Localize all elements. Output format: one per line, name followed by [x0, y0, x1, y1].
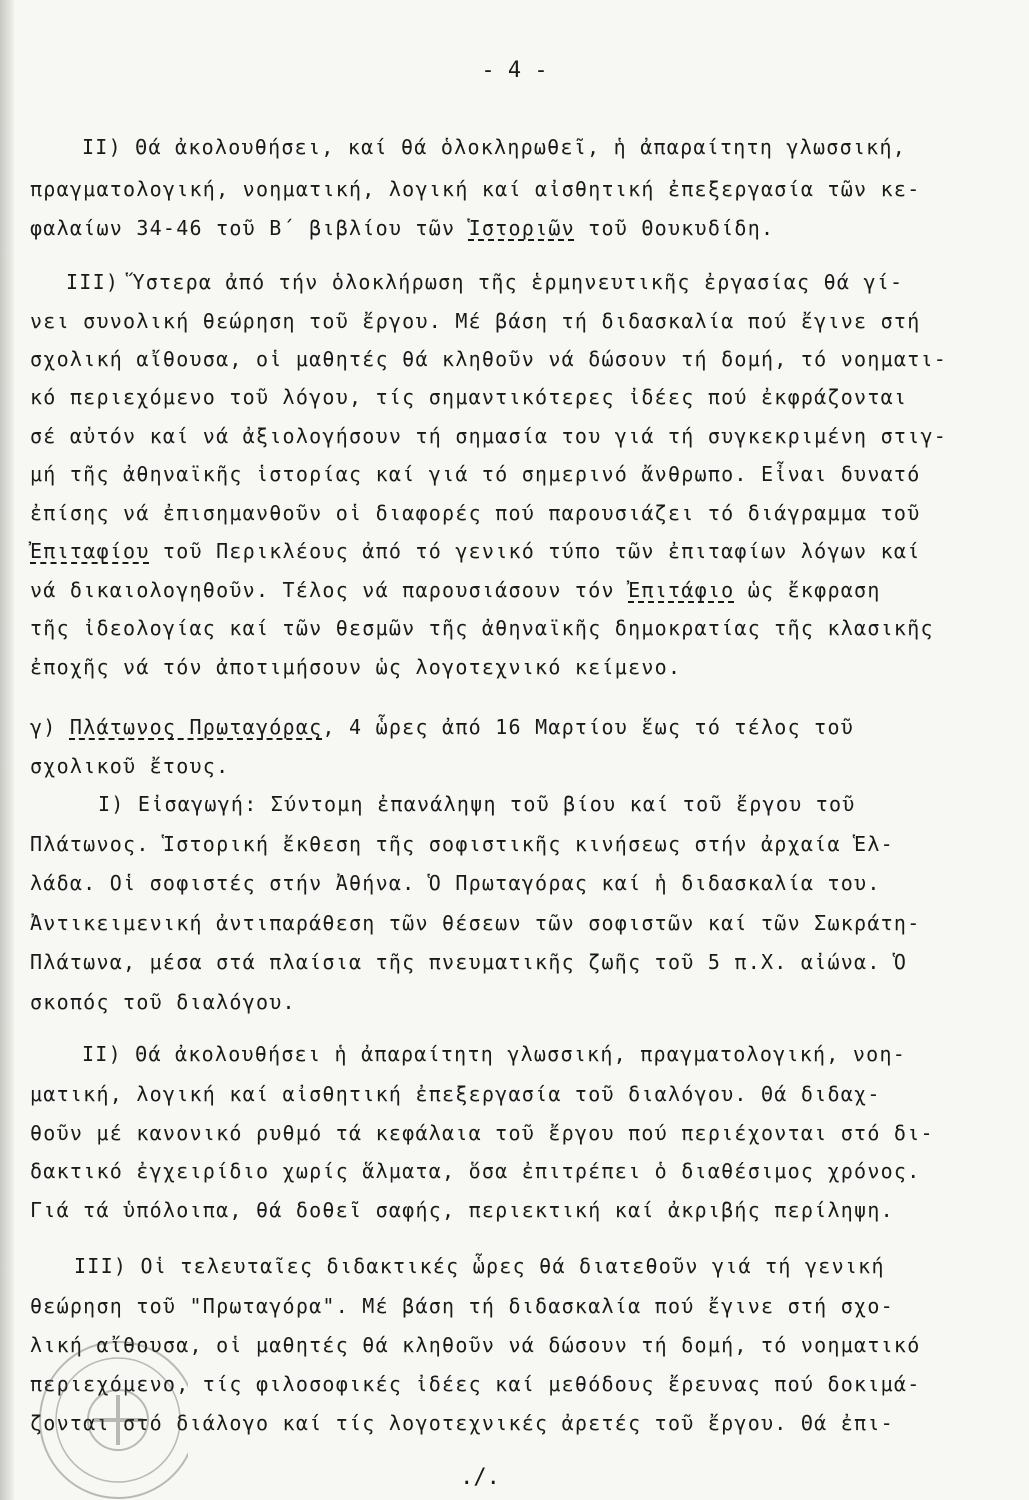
text-line [30, 422, 947, 450]
text-segment: III) Οἱ τελευταῖες διδακτικές ὧρες θά διατεθοῦν γιά τή γενική [74, 1254, 885, 1278]
text-line [30, 499, 921, 527]
text-segment: Γιά τά ὑπόλοιπα, θά δοθεῖ σαφής, περιεκτική καί ἀκριβής περίληψη. [30, 1198, 894, 1222]
text-line [74, 1252, 885, 1280]
text-line [82, 1040, 906, 1068]
text-segment: δακτικό ἐγχειρίδιο χωρίς ἅλματα, ὅσα ἐπιτρέπει ὁ διαθέσιμος χρόνος. [30, 1159, 921, 1183]
text-segment: ἐποχῆς νά τόν ἀποτιμήσουν ὡς λογοτεχνικό κείμενο. [30, 655, 682, 679]
text-line [30, 307, 921, 335]
text-line [30, 1157, 921, 1185]
underlined-title: Πλάτωνος Πρωταγόρας [69, 715, 323, 739]
text-line [30, 1080, 881, 1108]
text-line [30, 537, 921, 565]
text-segment: τοῦ Θουκυδίδη. [574, 216, 775, 240]
text-segment: ἐπίσης νά ἐπισημανθοῦν οἱ διαφορές πού παρουσιάζει τό διάγραμμα τοῦ [30, 501, 921, 525]
text-segment: τῆς ἰδεολογίας καί τῶν θεσμῶν τῆς ἀθηναϊκῆς δημοκρατίας τῆς κλασικῆς [30, 616, 934, 640]
text-line [30, 175, 921, 203]
text-segment: ὡς ἔκφραση [734, 578, 881, 602]
text-segment: μή τῆς ἀθηναϊκῆς ἱστορίας καί γιά τό σημερινό ἄνθρωπο. Εἶναι δυνατό [30, 462, 921, 486]
text-segment: ζονται στό διάλογο καί τίς λογοτεχνικές ἀρετές τοῦ ἔργου. Θά ἐπι- [30, 1411, 894, 1435]
text-line [30, 214, 774, 242]
text-segment: I) Εἰσαγωγή: Σύντομη ἐπανάληψη τοῦ βίου καί τοῦ ἔργου τοῦ [98, 792, 856, 816]
text-segment: φαλαίων 34-46 τοῦ Β΄ βιβλίου τῶν [30, 216, 469, 240]
text-line [30, 869, 881, 897]
text-line [30, 909, 921, 937]
text-line [30, 713, 854, 741]
text-segment: νά δικαιολογηθοῦν. Τέλος νά παρουσιάσουν τόν [30, 578, 629, 602]
text-line [98, 790, 856, 818]
text-segment: Πλάτωνα, μέσα στά πλαίσια τῆς πνευματικῆς ζωῆς τοῦ 5 π.Χ. αἰώνα. Ὁ [30, 950, 908, 974]
text-segment: τοῦ Περικλέους ἀπό τό γενικό τύπο τῶν ἐπιταφίων λόγων καί [149, 539, 921, 563]
text-segment: γ) [30, 715, 70, 739]
page-number: - 4 - [481, 58, 548, 83]
text-segment: σκοπός τοῦ διαλόγου. [30, 990, 296, 1014]
text-line [30, 752, 229, 780]
text-segment: σχολικοῦ ἔτους. [30, 754, 230, 778]
text-segment: Ἀντικειμενική ἀντιπαράθεση τῶν θέσεων τῶν σοφιστῶν καί τῶν Σωκράτη- [30, 911, 921, 935]
text-line [82, 133, 906, 161]
underlined-title: Ἐπιταφίου [30, 539, 150, 563]
text-segment: , 4 ὧρες ἀπό 16 Μαρτίου ἕως τό τέλος τοῦ [322, 715, 855, 739]
text-segment: Πλάτωνος. Ἱστορική ἔκθεση τῆς σοφιστικῆς κινήσεως στήν ἀρχαία Ἑλ- [30, 832, 894, 856]
text-line [30, 383, 907, 411]
text-line [30, 460, 921, 488]
underlined-title: Ἐπιτάφιο [628, 578, 735, 602]
text-line [30, 1119, 934, 1147]
text-segment: θοῦν μέ κανονικό ρυθμό τά κεφάλαια τοῦ ἔργου πού περιέχονται στό δι- [30, 1121, 934, 1145]
text-segment: III) Ὕστερα ἀπό τήν ὁλοκλήρωση τῆς ἑρμηνευτικῆς ἐργασίας θά γί- [66, 270, 904, 294]
text-segment: λική αἴθουσα, οἱ μαθητές θά κληθοῦν νά δώσουν τή δομή, τό νοηματικό [30, 1333, 921, 1357]
text-segment: II) Θά ἀκολουθήσει, καί θά ὁλοκληρωθεῖ, ἡ ἀπαραίτητη γλωσσική, [82, 135, 907, 159]
text-line [30, 988, 296, 1016]
text-segment: κό περιεχόμενο τοῦ λόγου, τίς σημαντικότερες ἰδέες πού ἐκφράζονται [30, 385, 908, 409]
text-line [30, 948, 907, 976]
text-segment: νει συνολική θεώρηση τοῦ ἔργου. Μέ βάση τή διδασκαλία πού ἔγινε στή [30, 309, 921, 333]
text-segment: πραγματολογική, νοηματική, λογική καί αἰσθητική ἐπεξεργασία τῶν κε- [30, 177, 921, 201]
text-line [30, 1292, 894, 1320]
text-segment: λάδα. Οἱ σοφιστές στήν Ἀθήνα. Ὁ Πρωταγόρας καί ἡ διδασκαλία του. [30, 871, 881, 895]
text-line [30, 830, 894, 858]
text-line [30, 576, 881, 604]
text-segment: σέ αὐτόν καί νά ἀξιολογήσουν τή σημασία του γιά τή συγκεκριμένη στιγ- [30, 424, 948, 448]
text-segment: ματική, λογική καί αἰσθητική ἐπεξεργασία τοῦ διαλόγου. Θά διδαχ- [30, 1082, 881, 1106]
text-segment: II) Θά ἀκολουθήσει ἡ ἀπαραίτητη γλωσσική, πραγματολογική, νοη- [82, 1042, 907, 1066]
text-line [30, 1196, 894, 1224]
continuation-mark: ./. [460, 1465, 500, 1490]
underlined-title: Ἱστοριῶν [468, 216, 575, 240]
text-line [30, 653, 681, 681]
text-line [30, 614, 934, 642]
text-line [66, 268, 903, 296]
text-segment: σχολική αἴθουσα, οἱ μαθητές θά κληθοῦν νά δώσουν τή δομή, τό νοηματι- [30, 347, 948, 371]
text-segment: θεώρηση τοῦ "Πρωταγόρα". Μέ βάση τή διδασκαλία πού ἔγινε στή σχο- [30, 1294, 894, 1318]
text-line [30, 345, 947, 373]
text-segment: περιεχόμενο, τίς φιλοσοφικές ἰδέες καί μεθόδους ἔρευνας πού δοκιμά- [30, 1372, 921, 1396]
binding-edge [0, 0, 14, 1500]
